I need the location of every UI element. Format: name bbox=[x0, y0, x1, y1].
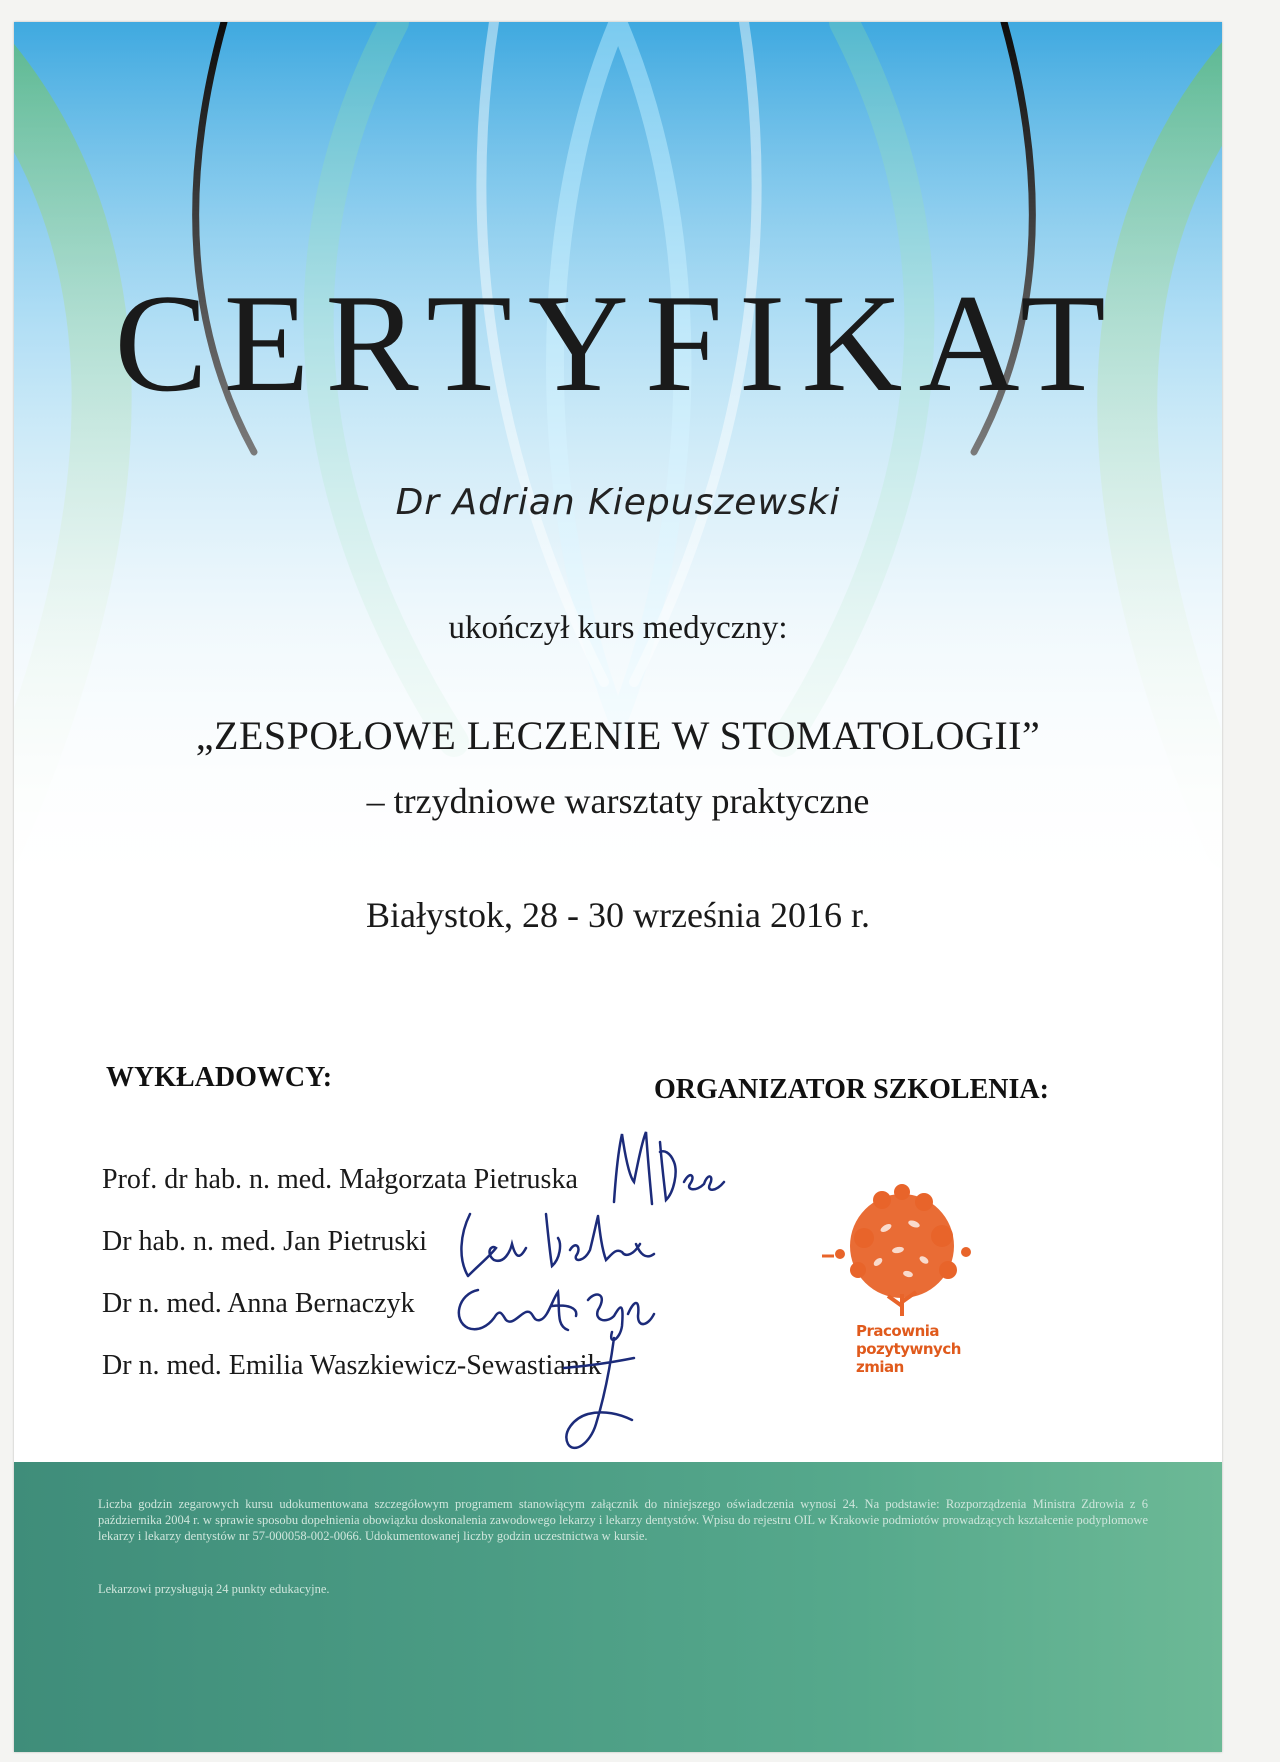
logo-text-line: pozytywnych bbox=[856, 1340, 961, 1358]
recipient-name: Dr Adrian Kiepuszewski bbox=[395, 482, 841, 523]
signature-1 bbox=[604, 1122, 734, 1212]
footer-points-note: Lekarzowi przysługują 24 punkty edukacyjne. bbox=[98, 1582, 330, 1596]
logo-text-line: zmian bbox=[856, 1358, 904, 1376]
lecturer-name: Dr hab. n. med. Jan Pietruski bbox=[102, 1226, 428, 1257]
lecturer-name: Dr n. med. Emilia Waszkiewicz-Sewastianik bbox=[102, 1350, 602, 1381]
decorative-background bbox=[14, 22, 1222, 902]
lecturers-heading: WYKŁADOWCY: bbox=[106, 1062, 333, 1093]
lecturer-name: Dr n. med. Anna Bernaczyk bbox=[102, 1288, 415, 1319]
completion-statement: ukończył kurs medyczny: bbox=[448, 610, 788, 646]
footer-legal-text: Liczba godzin zegarowych kursu udokumentowana szczegółowym programem stanowiącym załącznik do niniejszego oświadczenia wynosi 24. Na podstawie: Rozporządzenia Ministra Zdrowia z 6 października 2004 r. w sprawie sposobu dopełnienia obowiązku doskonalenia zawodowego lekarzy i lekarzy dentystów. Wpisu do rejestru OIL w Krakowie podmiotów prowadzących kształcenie podyplomowe lekarzy i lekarzy dentystów nr 57-000058-002-0066. Udokumentowanej liczby godzin uczestnictwa w kursie. bbox=[98, 1497, 1148, 1543]
signature-4 bbox=[544, 1328, 654, 1458]
certificate-sheet bbox=[14, 22, 1222, 1752]
course-subtitle: – trzydniowe warsztaty praktyczne bbox=[366, 781, 870, 821]
certificate-title: CERTYFIKAT bbox=[114, 266, 1122, 421]
logo-text-line: Pracownia bbox=[856, 1322, 940, 1340]
lecturer-name: Prof. dr hab. n. med. Małgorzata Pietruska bbox=[102, 1164, 578, 1195]
course-title: „ZESPOŁOWE LECZENIE W STOMATOLOGII” bbox=[195, 713, 1041, 758]
place-and-date: Białystok, 28 - 30 września 2016 r. bbox=[366, 895, 870, 935]
organizer-heading: ORGANIZATOR SZKOLENIA: bbox=[654, 1074, 1049, 1105]
